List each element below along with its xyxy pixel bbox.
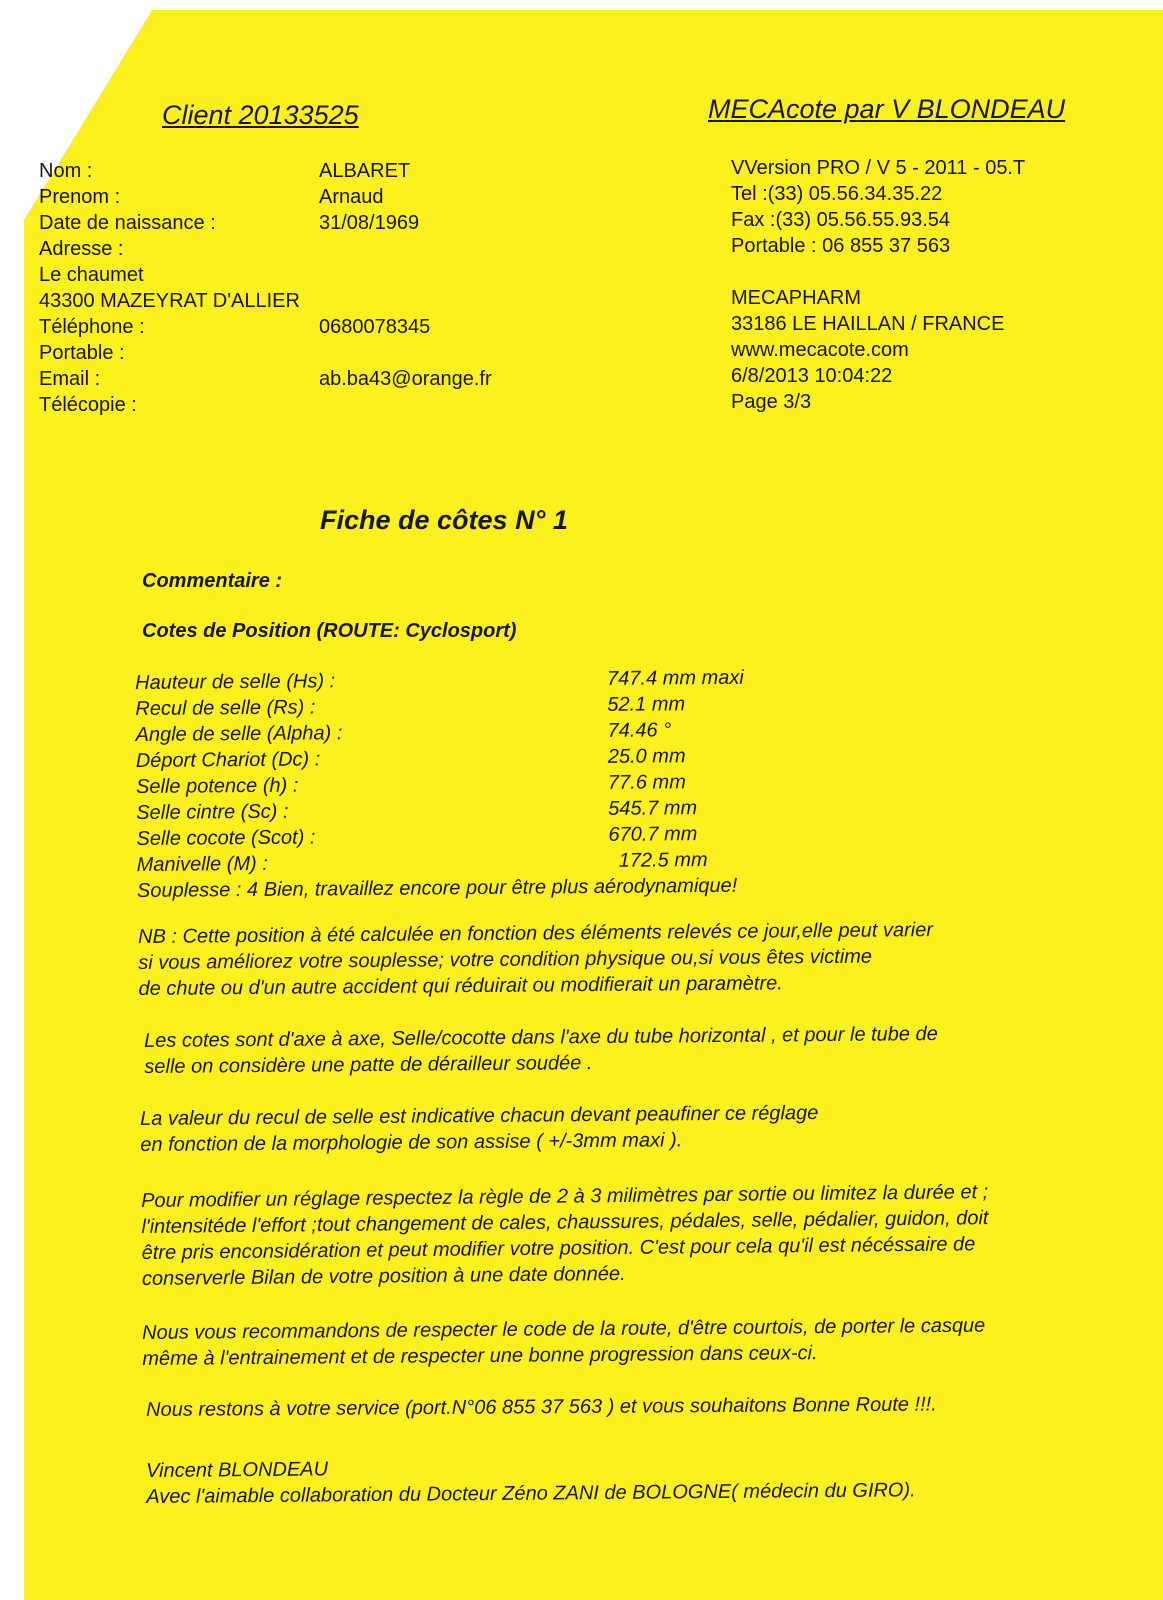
comment-label: Commentaire : — [142, 570, 283, 592]
field-label: Prenom : — [39, 186, 121, 208]
measurement-label: Selle cocote (Scot) : — [136, 826, 316, 850]
signature-paragraph — [146, 1451, 916, 1510]
client-row — [39, 314, 492, 340]
position-label: Cotes de Position (ROUTE: Cyclosport) — [142, 620, 517, 642]
paragraph-line: l'intensitéde l'effort ;tout changement de cales, chaussures, pédales, selle, pédalier, guidon, doit — [141, 1207, 989, 1238]
field-label: Télécopie : — [39, 394, 137, 416]
measurement-label: Angle de selle (Alpha) : — [135, 722, 343, 746]
measurement-label: Hauteur de selle (Hs) : — [135, 670, 336, 694]
field-value: 0680078345 — [319, 316, 431, 338]
field-label: Portable : — [39, 342, 125, 364]
client-row — [39, 340, 492, 366]
paragraph-line: NB : Cette position à été calculée en fonction des éléments relevés ce jour,elle peut varier — [138, 919, 934, 948]
paragraph-line: même à l'entrainement et de respecter une bonne progression dans ceux-ci. — [142, 1342, 818, 1370]
field-label: Adresse : — [39, 238, 124, 260]
paragraph-line: La valeur du recul de selle est indicative chacun devant peaufiner ce réglage — [140, 1102, 819, 1130]
measurement-value: 172.5 mm — [618, 849, 708, 872]
field-label: 43300 MAZEYRAT D'ALLIER — [39, 290, 300, 312]
paragraph-line: conserverle Bilan de votre position à une date donnée. — [141, 1262, 626, 1290]
client-row — [39, 184, 492, 210]
measurement-label: Recul de selle (Rs) : — [135, 696, 316, 720]
safety-paragraph — [142, 1313, 986, 1372]
measurements-table — [135, 665, 746, 904]
measurement-label: Déport Chariot (Dc) : — [135, 748, 321, 772]
client-row — [39, 392, 492, 418]
souplesse-line: Souplesse : 4 Bien, travaillez encore pour être plus aérodynamique! — [136, 874, 738, 902]
company-line: Fax :(33) 05.56.55.93.54 — [731, 209, 951, 231]
adjustment-paragraph — [141, 1179, 989, 1292]
paragraph-line: être pris enconsidération et peut modifier votre position. C'est pour cela qu'il est nécéssaire de — [141, 1233, 976, 1264]
company-info — [731, 155, 1025, 415]
measurement-value: 545.7 mm — [608, 797, 698, 820]
company-line: www.mecacote.com — [731, 339, 909, 361]
client-row — [39, 158, 492, 184]
measurement-label: Selle cintre (Sc) : — [136, 800, 289, 824]
recul-paragraph — [140, 1100, 819, 1158]
client-row — [39, 366, 492, 392]
axes-paragraph — [144, 1021, 938, 1080]
measurement-value: 52.1 mm — [607, 693, 686, 716]
client-row — [39, 262, 492, 288]
field-value: Arnaud — [319, 186, 384, 208]
measurement-value: 747.4 mm maxi — [606, 666, 744, 690]
paragraph-line: Les cotes sont d'axe à axe, Selle/cocotte dans l'axe du tube horizontal , et pour le tube de — [144, 1023, 938, 1052]
field-label: Téléphone : — [39, 316, 145, 338]
measurement-value: 670.7 mm — [608, 823, 698, 846]
company-title: MECAcote par V BLONDEAU — [708, 94, 1066, 124]
paragraph-line: Nous vous recommandons de respecter le code de la route, d'être courtois, de porter le casque — [142, 1314, 986, 1344]
company-line: VVersion PRO / V 5 - 2011 - 05.T — [731, 157, 1026, 179]
paragraph-line: Nous restons à votre service (port.N°06 855 37 563 ) et vous souhaitons Bonne Route !!!. — [146, 1393, 937, 1421]
measurement-value: 74.46 ° — [607, 719, 672, 742]
company-line: Page 3/3 — [731, 391, 812, 413]
service-paragraph — [146, 1391, 937, 1423]
note-paragraph — [138, 917, 934, 1002]
field-value: ALBARET — [319, 160, 411, 182]
sheet-title: Fiche de côtes N° 1 — [320, 505, 568, 535]
paragraph-line: en fonction de la morphologie de son assise ( +/-3mm maxi ). — [140, 1129, 683, 1156]
client-number: Client 20133525 — [162, 100, 359, 130]
company-line: 6/8/2013 10:04:22 — [731, 365, 893, 387]
client-info — [39, 158, 492, 418]
field-value: ab.ba43@orange.fr — [319, 368, 492, 390]
paragraph-line: de chute ou d'un autre accident qui réduirait ou modifierait un paramètre. — [138, 972, 783, 1000]
measurement-value: 77.6 mm — [607, 771, 686, 794]
signature-name: Vincent BLONDEAU — [146, 1458, 329, 1482]
field-label: Date de naissance : — [39, 212, 216, 234]
field-label: Email : — [39, 368, 101, 390]
paragraph-line: si vous améliorez votre souplesse; votre condition physique ou,si vous êtes victime — [138, 945, 873, 974]
collaboration-line: Avec l'aimable collaboration du Docteur Zéno ZANI de BOLOGNE( médecin du GIRO). — [146, 1479, 916, 1508]
client-row — [39, 236, 492, 262]
company-line: Portable : 06 855 37 563 — [731, 235, 951, 257]
field-label: Le chaumet — [39, 264, 144, 286]
measurement-value: 25.0 mm — [607, 745, 686, 768]
company-line: MECAPHARM — [731, 287, 862, 309]
paragraph-line: selle on considère une patte de dérailleur soudée . — [144, 1052, 593, 1078]
measurement-label: Manivelle (M) : — [136, 852, 268, 876]
measurement-label: Selle potence (h) : — [135, 774, 299, 798]
client-row — [39, 210, 492, 236]
company-line — [731, 259, 1025, 285]
company-line: 33186 LE HAILLAN / FRANCE — [731, 313, 1005, 335]
paragraph-line: Pour modifier un réglage respectez la règle de 2 à 3 milimètres par sortie ou limitez la durée et ; — [141, 1181, 989, 1212]
company-line: Tel :(33) 05.56.34.35.22 — [731, 183, 943, 205]
client-row — [39, 288, 492, 314]
field-label: Nom : — [39, 160, 93, 182]
field-value: 31/08/1969 — [319, 212, 420, 234]
